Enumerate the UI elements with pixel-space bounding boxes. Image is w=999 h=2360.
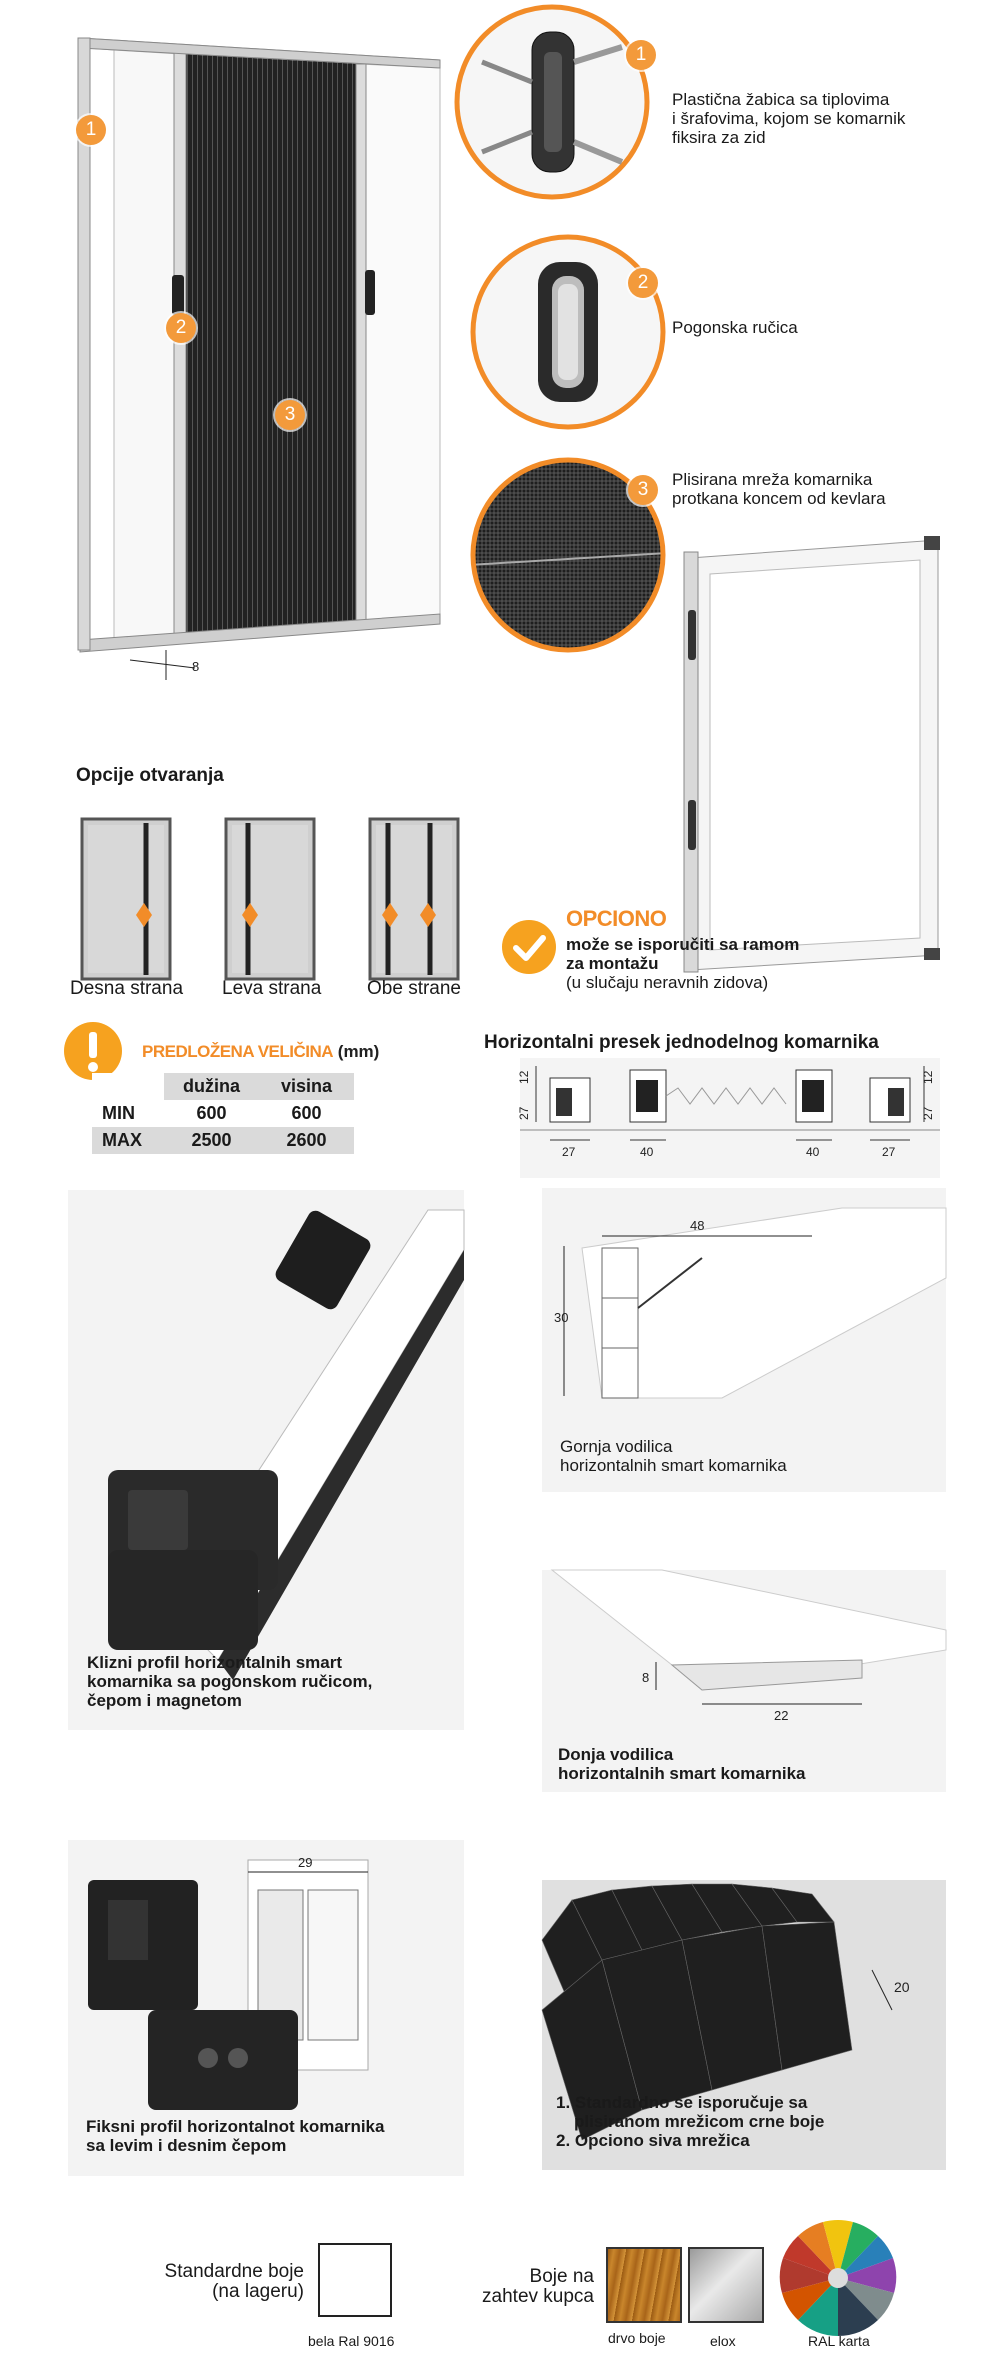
sizes-row-min-height: 600 [291,1103,322,1123]
fixed-profile-width: 29 [298,1855,313,1870]
sizes-table [92,1073,354,1154]
swatch-elox-label: elox [710,2333,736,2349]
custom-colors-label [448,2267,594,2307]
fixed-profile-caption [86,2117,384,2155]
swatch-wood [606,2247,682,2323]
sizes-row-min-label: MIN [102,1103,135,1123]
callout-1-line-2: i šrafovima, kojom se komarnik [672,109,906,128]
sizes-row-max-height: 2600 [259,1127,354,1154]
bottom-guide-caption [558,1745,806,1783]
optional-line-2: za montažu [566,954,659,973]
sizes-row-max-label: MAX [92,1127,164,1154]
optional-line-3: (u slučaju neravnih zidova) [566,973,769,992]
door-badge-1: 1 [76,115,106,145]
standard-colors-label [140,2262,304,2302]
ral-color-fan-icon [778,2226,898,2331]
callout-1-line-3: fiksira za zid [672,128,766,147]
callout-1-text [672,90,905,147]
mounting-frame-illustration [680,530,950,975]
top-guide-caption-line-2: horizontalnih smart komarnika [560,1456,787,1475]
opening-label-left: Leva strana [222,978,322,999]
swatch-ral-label: RAL karta [808,2333,870,2349]
callout-2-text: Pogonska ručica [672,318,798,337]
callout-badge-3: 3 [628,475,658,505]
custom-colors-line-2: zahtev kupca [482,2286,594,2307]
bottom-guide-caption-line-1: Donja vodilica [558,1745,674,1764]
optional-title: OPCIONO [566,906,667,931]
sliding-caption-line-1: Klizni profil horizontalnih smart [87,1653,342,1672]
fixed-caption-line-1: Fiksni profil horizontalnot komarnika [86,2117,385,2136]
callout-3-line-1: Plisirana mreža komarnika [672,470,873,489]
sizes-row-min-length: 600 [196,1103,227,1123]
section-dim-w4: 27 [882,1145,896,1159]
opening-label-both: Obe strane [367,978,461,999]
section-dim-right-h2: 27 [921,1106,935,1120]
standard-colors-line-1: Standardne boje [164,2261,304,2282]
opening-options-title: Opcije otvaranja [76,765,224,786]
sliding-caption-line-3: čepom i magnetom [87,1691,242,1710]
door-dimension: 8 [192,659,200,674]
mesh-pleat-dimension: 20 [894,1979,910,1995]
sizes-unit: (mm) [337,1042,380,1061]
sizes-header-height: visina [259,1073,354,1100]
section-dim-left-h2: 27 [517,1106,531,1120]
callout-badge-2: 2 [628,268,658,298]
top-guide-caption [560,1437,787,1475]
sizes-title [142,1042,379,1062]
section-dim-w3: 40 [806,1145,820,1159]
bottom-guide-height: 8 [642,1670,650,1685]
swatch-white [318,2243,392,2317]
cross-section-drawing [517,1058,940,1178]
opening-option-left [222,815,322,985]
top-guide-height: 30 [554,1310,569,1325]
optional-text [566,935,799,973]
top-guide-width: 48 [690,1218,705,1233]
sliding-profile-caption [87,1653,372,1710]
door-badge-3: 3 [275,400,305,430]
callout-1-line-1: Plastična žabica sa tiplovima [672,90,890,109]
checkmark-icon [500,918,558,976]
mesh-caption-line-3: 2. Opciono siva mrežica [556,2131,750,2150]
swatch-elox [688,2247,764,2323]
top-guide-caption-line-1: Gornja vodilica [560,1437,673,1456]
swatch-wood-label: drvo boje [608,2330,666,2346]
opening-option-both [366,815,466,985]
fixed-caption-line-2: sa levim i desnim čepom [86,2136,287,2155]
door-badge-2: 2 [166,313,196,343]
door-screen-illustration [70,20,470,680]
callout-1-wall-clip [452,2,652,202]
section-dim-w2: 40 [640,1145,654,1159]
sizes-row-max-length: 2500 [164,1127,259,1154]
section-dim-right-h1: 12 [921,1070,935,1084]
sizes-header-length: dužina [164,1073,259,1100]
sliding-profile-photo [68,1190,464,1730]
section-title: Horizontalni presek jednodelnog komarnika [484,1032,879,1053]
swatch-white-label: bela Ral 9016 [308,2333,395,2349]
sliding-caption-line-2: komarnika sa pogonskom ručicom, [87,1672,373,1691]
mesh-caption-line-2: plisiranom mrežicom crne boje [574,2112,825,2131]
callout-3-text [672,470,886,508]
sizes-title-label: PREDLOŽENA VELIČINA [142,1042,334,1061]
opening-option-right [78,815,178,985]
callout-2-handle [468,232,668,432]
optional-line-1: može se isporučiti sa ramom [566,935,800,954]
section-dim-left-h1: 12 [517,1070,531,1084]
section-dim-w1: 27 [562,1145,576,1159]
mesh-caption [556,2093,824,2150]
custom-colors-line-1: Boje na [529,2266,594,2287]
opening-label-right: Desna strana [70,978,184,999]
standard-colors-line-2: (na lageru) [212,2281,304,2302]
bottom-guide-caption-line-2: horizontalnih smart komarnika [558,1764,806,1783]
bottom-guide-width: 22 [774,1708,789,1723]
callout-badge-1: 1 [626,40,656,70]
callout-3-line-2: protkana koncem od kevlara [672,489,886,508]
mesh-caption-line-1: 1. Standardno se isporučuje sa [556,2093,808,2112]
